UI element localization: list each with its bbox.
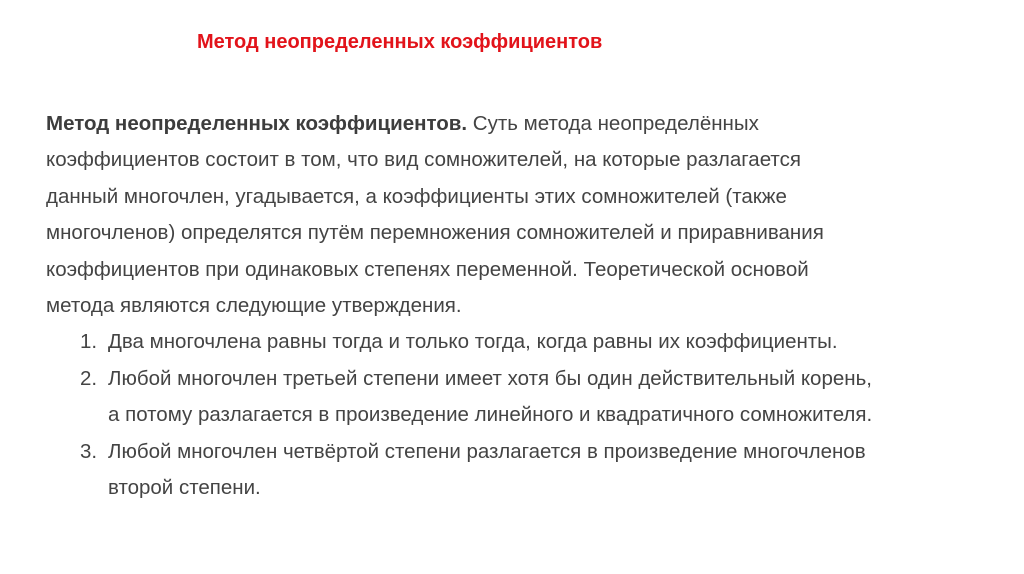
intro-line-1-rest: Суть метода неопределённых <box>467 112 759 135</box>
intro-line-2: коэффициентов состоит в том, что вид сомножителей, на которые разлагается <box>46 148 801 172</box>
statement-3 <box>46 434 1006 507</box>
statement-number: 2. <box>80 366 98 390</box>
intro-line-5: коэффициентов при одинаковых степенях переменной. Теоретической основой <box>46 257 809 281</box>
content-text-block <box>46 106 1006 506</box>
statement-line: а потому разлагается в произведение линейного и квадратичного сомножителя. <box>108 403 873 427</box>
statement-number: 3. <box>80 439 98 463</box>
intro-line-4: многочленов) определятся путём перемножения сомножителей и приравнивания <box>46 221 824 245</box>
statement-line: Любой многочлен третьей степени имеет хотя бы один действительный корень, <box>108 366 872 390</box>
method-term: Метод неопределенных коэффициентов. <box>46 112 468 135</box>
statement-line: Два многочлена равны тогда и только тогда, когда равны их коэффициенты. <box>108 330 838 354</box>
intro-line-3: данный многочлен, угадывается, а коэффициенты этих сомножителей (также <box>46 184 787 208</box>
intro-line-1 <box>46 106 1006 142</box>
slide-title: Метод неопределенных коэффициентов <box>197 31 603 53</box>
intro-line-6: метода являются следующие утверждения. <box>46 294 462 318</box>
statements-list <box>46 324 1006 506</box>
statement-1 <box>46 324 1006 360</box>
statement-line: второй степени. <box>108 476 261 500</box>
statement-number: 1. <box>80 330 98 354</box>
statement-line: Любой многочлен четвёртой степени разлагается в произведение многочленов <box>108 439 866 463</box>
statement-2 <box>46 361 1006 434</box>
